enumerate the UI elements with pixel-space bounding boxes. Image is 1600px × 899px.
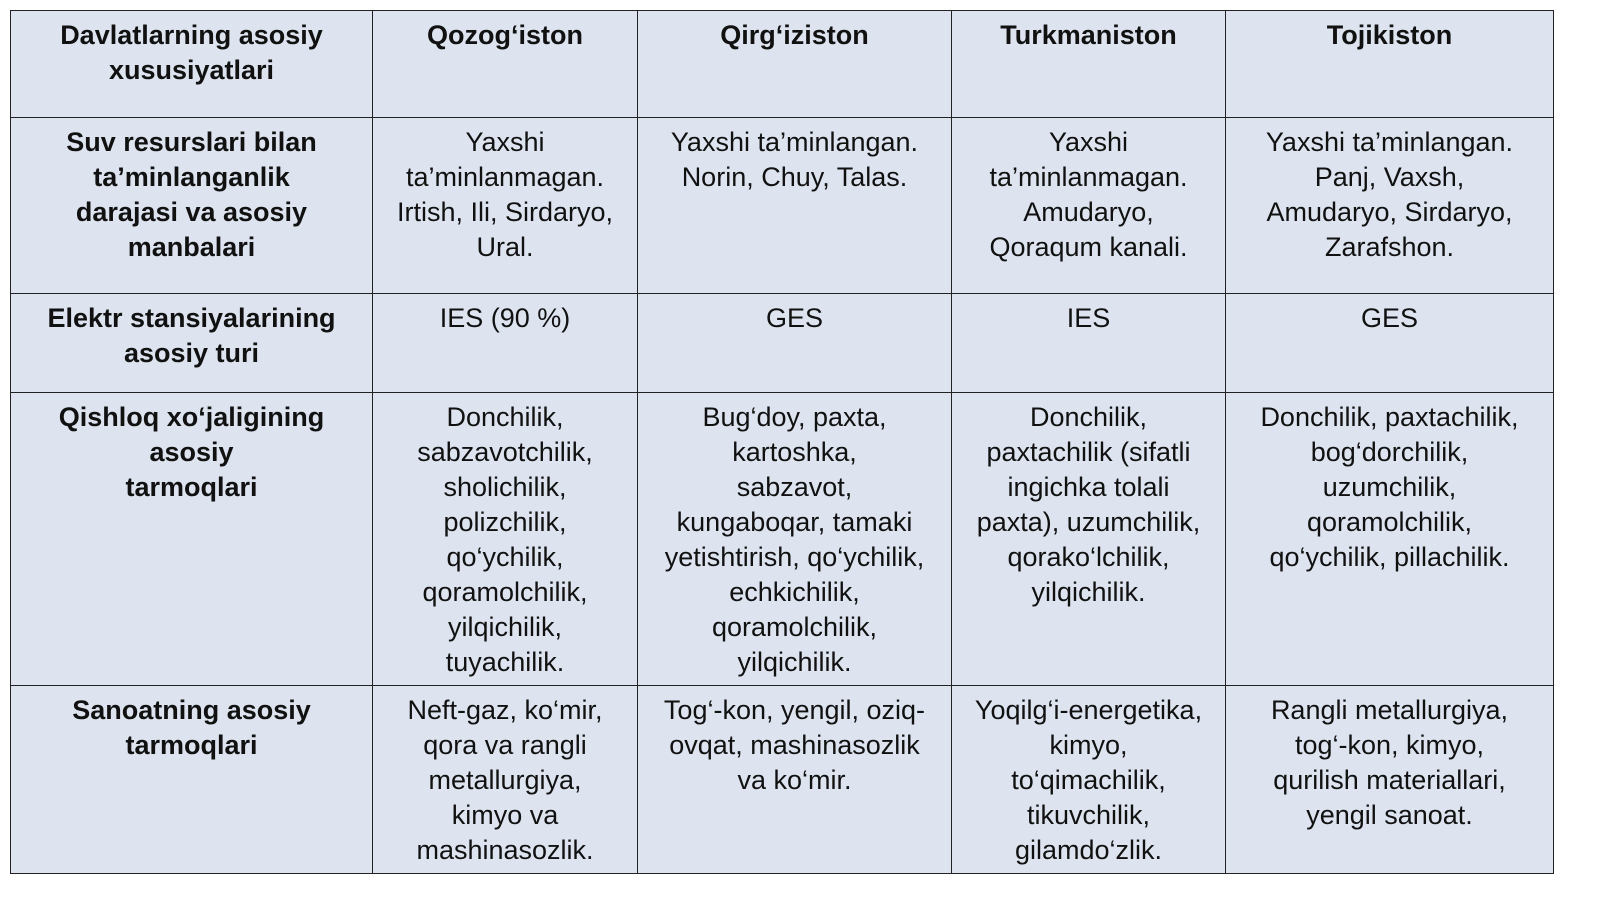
table-row-industry [11,686,1554,874]
table-cell: Yaxshi ta’minlanmagan. Amudaryo, Qoraqum kanali. [952,118,1226,294]
row-label-water-resources: Suv resurslari bilan ta’minlanganlik darajasi va asosiy manbalari [11,118,373,294]
header-kyrgyzstan: Qirg‘iziston [638,11,952,118]
table-cell: Yoqilg‘i-energetika, kimyo, to‘qimachilik, tikuvchilik, gilamdo‘zlik. [952,686,1226,874]
table-row-water-resources [11,118,1554,294]
table-cell: GES [638,294,952,393]
table-cell: Donchilik, sabzavotchilik, sholichilik, polizchilik, qo‘ychilik, qoramolchilik, yilqichilik, tuyachilik. [373,393,638,686]
table-cell: Tog‘-kon, yengil, oziq- ovqat, mashinasozlik va ko‘mir. [638,686,952,874]
table-cell: Donchilik, paxtachilik, bog‘dorchilik, uzumchilik, qoramolchilik, qo‘ychilik, pillachilik. [1226,393,1554,686]
header-features: Davlatlarning asosiy xususiyatlari [11,11,373,118]
comparison-table [10,10,1554,874]
table-cell: IES [952,294,1226,393]
table-row-power-stations [11,294,1554,393]
table-cell: IES (90 %) [373,294,638,393]
table-row-agriculture [11,393,1554,686]
table-cell: Yaxshi ta’minlangan. Panj, Vaxsh, Amudaryo, Sirdaryo, Zarafshon. [1226,118,1554,294]
table-cell: Neft-gaz, ko‘mir, qora va rangli metallurgiya, kimyo va mashinasozlik. [373,686,638,874]
table-cell: Donchilik, paxtachilik (sifatli ingichka tolali paxta), uzumchilik, qorako‘lchilik, yilqichilik. [952,393,1226,686]
table-cell: Rangli metallurgiya, tog‘-kon, kimyo, qurilish materiallari, yengil sanoat. [1226,686,1554,874]
table-header-row [11,11,1554,118]
header-turkmenistan: Turkmaniston [952,11,1226,118]
header-kazakhstan: Qozog‘iston [373,11,638,118]
row-label-agriculture: Qishloq xo‘jaligining asosiy tarmoqlari [11,393,373,686]
table-cell: Yaxshi ta’minlanmagan. Irtish, Ili, Sirdaryo, Ural. [373,118,638,294]
row-label-industry: Sanoatning asosiy tarmoqlari [11,686,373,874]
header-tajikistan: Tojikiston [1226,11,1554,118]
table-cell: Bug‘doy, paxta, kartoshka, sabzavot, kungaboqar, tamaki yetishtirish, qo‘ychilik, echkichilik, qoramolchilik, yilqichilik. [638,393,952,686]
table-cell: Yaxshi ta’minlangan. Norin, Chuy, Talas. [638,118,952,294]
row-label-power-stations: Elektr stansiyalarining asosiy turi [11,294,373,393]
table-cell: GES [1226,294,1554,393]
